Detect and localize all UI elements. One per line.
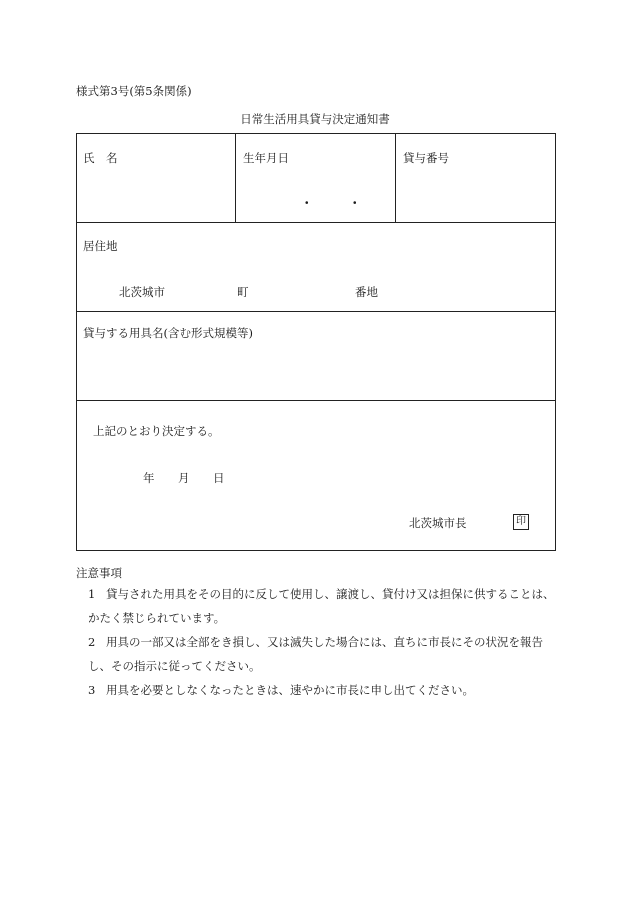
- name-label: 氏 名: [83, 151, 118, 165]
- decision-date-year: 年: [143, 471, 155, 485]
- note-text: 用具の一部又は全部をき損し、又は滅失した場合には、直ちに市長にその状況を報告し、その指示に従ってください。: [88, 635, 543, 673]
- column-divider: [395, 134, 396, 222]
- birth-date-label: 生年月日: [243, 151, 289, 165]
- address-lot: 番地: [355, 285, 378, 299]
- mayor-title: 北茨城市長: [409, 516, 467, 530]
- decision-date-day: 日: [213, 471, 225, 485]
- birth-date-separator: ・: [349, 196, 361, 210]
- form-number-label: 様式第3号(第5条関係): [76, 84, 192, 98]
- row-divider: [77, 222, 555, 223]
- note-item: [88, 582, 556, 630]
- row-divider: [77, 400, 555, 401]
- note-item: [88, 678, 556, 702]
- document-title: 日常生活用具貸与決定通知書: [240, 112, 390, 126]
- row-divider: [77, 311, 555, 312]
- note-number: 1: [88, 587, 96, 601]
- notice-form-table: [76, 133, 556, 551]
- note-text: 用具を必要としなくなったときは、速やかに市長に申し出てください。: [106, 683, 474, 697]
- note-item: [88, 630, 556, 678]
- birth-date-separator: ・: [301, 196, 313, 210]
- address-town: 町: [237, 285, 249, 299]
- note-text: 貸与された用具をその目的に反して使用し、譲渡し、貸付け又は担保に供することは、かたく禁じられています。: [88, 587, 555, 625]
- note-number: 3: [88, 683, 96, 697]
- decision-date-month: 月: [178, 471, 190, 485]
- notes-title: 注意事項: [76, 566, 122, 580]
- loan-number-label: 貸与番号: [403, 151, 449, 165]
- seal-mark: 印: [513, 514, 529, 530]
- decision-text: 上記のとおり決定する。: [93, 424, 220, 438]
- address-label: 居住地: [83, 239, 118, 253]
- address-city: 北茨城市: [119, 285, 165, 299]
- column-divider: [235, 134, 236, 222]
- item-name-label: 貸与する用具名(含む形式規模等): [83, 326, 253, 340]
- note-number: 2: [88, 635, 96, 649]
